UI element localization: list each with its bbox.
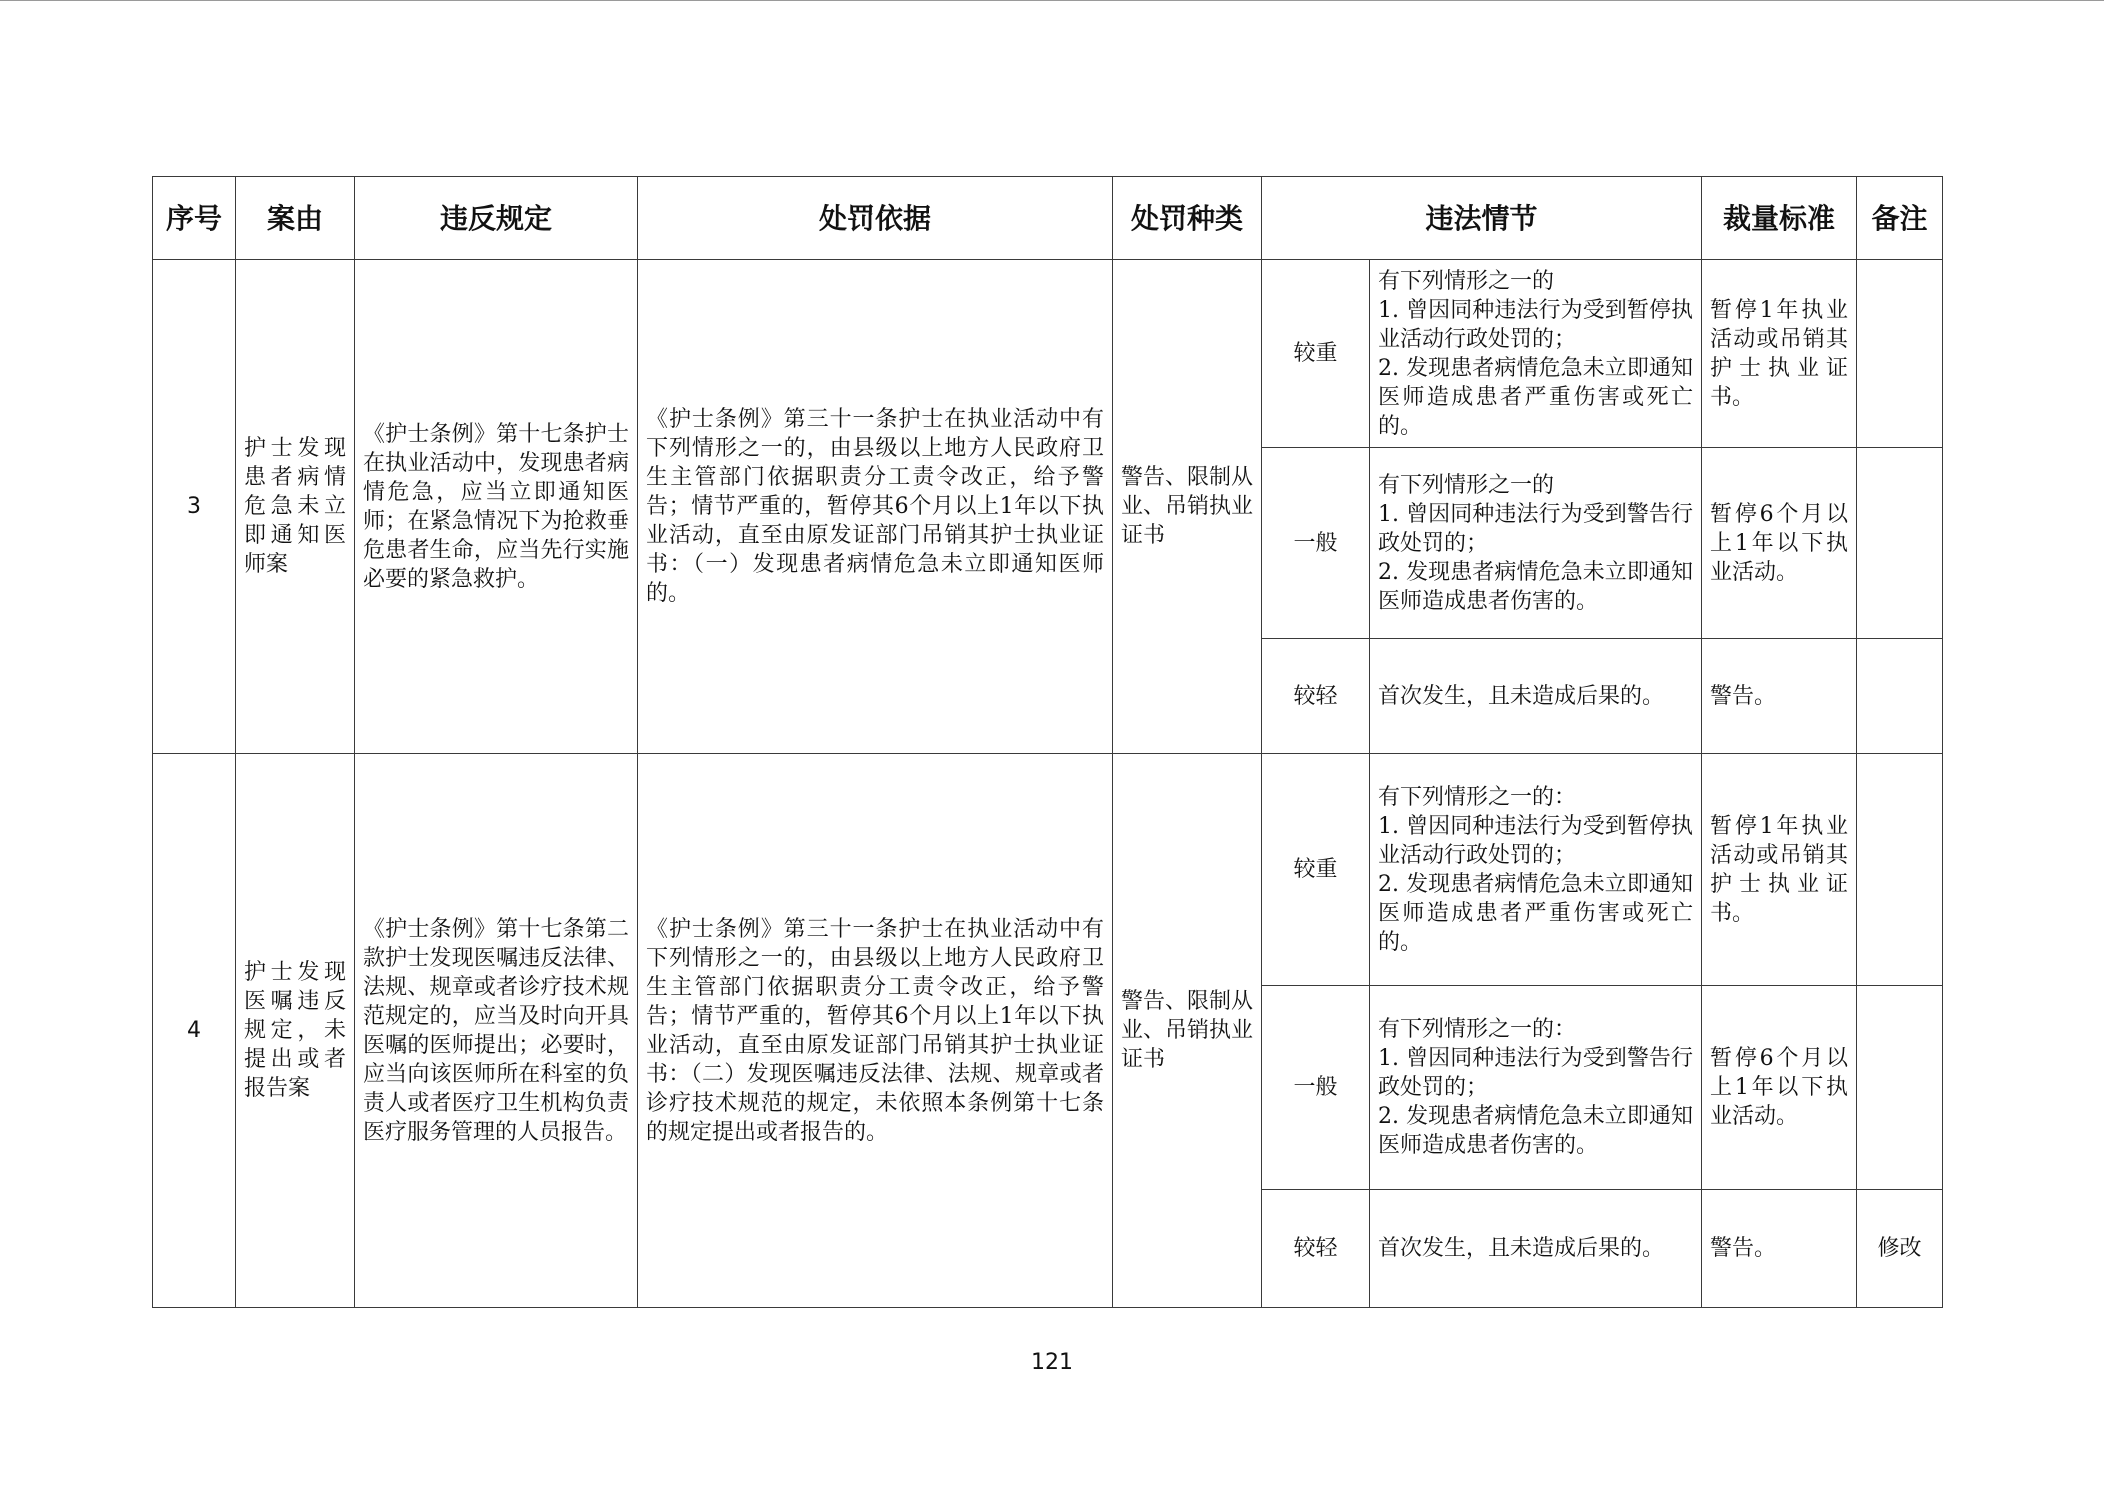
row-penalty-type: 警告、限制从业、吊销执业证书	[1113, 754, 1262, 1308]
level-standard: 暂停6个月以上1年以下执业活动。	[1702, 448, 1857, 639]
header-violation: 违反规定	[355, 177, 638, 260]
header-standard: 裁量标准	[1702, 177, 1857, 260]
level-degree: 较轻	[1262, 639, 1370, 754]
table-row	[153, 754, 1943, 986]
row-case: 护士发现患者病情危急未立即通知医师案	[236, 260, 355, 754]
level-circumstance: 首次发生，且未造成后果的。	[1370, 1190, 1702, 1308]
level-remark: 修改	[1857, 1190, 1943, 1308]
level-remark	[1857, 639, 1943, 754]
header-seq: 序号	[153, 177, 236, 260]
level-standard: 警告。	[1702, 639, 1857, 754]
table-row	[153, 260, 1943, 448]
level-degree: 较重	[1262, 260, 1370, 448]
level-circumstance: 有下列情形之一的： 1. 曾因同种违法行为受到警告行政处罚的； 2. 发现患者病情危急未立即通知医师造成患者伤害的。	[1370, 986, 1702, 1190]
level-circumstance: 有下列情形之一的 1. 曾因同种违法行为受到暂停执业活动行政处罚的； 2. 发现患者病情危急未立即通知医师造成患者严重伤害或死亡的。	[1370, 260, 1702, 448]
level-degree: 较重	[1262, 754, 1370, 986]
header-penalty-type: 处罚种类	[1113, 177, 1262, 260]
level-remark	[1857, 448, 1943, 639]
level-degree: 一般	[1262, 448, 1370, 639]
level-remark	[1857, 986, 1943, 1190]
row-basis: 《护士条例》第三十一条护士在执业活动中有下列情形之一的，由县级以上地方人民政府卫生主管部门依据职责分工责令改正，给予警告；情节严重的，暂停其6个月以上1年以下执业活动，直至由原发证部门吊销其护士执业证书：（一）发现患者病情危急未立即通知医师的。	[638, 260, 1113, 754]
row-penalty-type: 警告、限制从业、吊销执业证书	[1113, 260, 1262, 754]
level-degree: 一般	[1262, 986, 1370, 1190]
header-remark: 备注	[1857, 177, 1943, 260]
level-circumstance: 有下列情形之一的： 1. 曾因同种违法行为受到暂停执业活动行政处罚的； 2. 发现患者病情危急未立即通知医师造成患者严重伤害或死亡的。	[1370, 754, 1702, 986]
top-border-line	[0, 0, 2104, 1]
level-circumstance: 首次发生，且未造成后果的。	[1370, 639, 1702, 754]
row-seq: 4	[153, 754, 236, 1308]
level-standard: 暂停1年执业活动或吊销其护士执业证书。	[1702, 260, 1857, 448]
header-case: 案由	[236, 177, 355, 260]
penalty-discretion-table	[152, 176, 1943, 1308]
level-remark	[1857, 754, 1943, 986]
header-basis: 处罚依据	[638, 177, 1113, 260]
level-degree: 较轻	[1262, 1190, 1370, 1308]
header-circumstance: 违法情节	[1262, 177, 1702, 260]
level-standard: 警告。	[1702, 1190, 1857, 1308]
row-seq: 3	[153, 260, 236, 754]
page-number: 121	[1031, 1350, 1073, 1375]
row-violation: 《护士条例》第十七条第二款护士发现医嘱违反法律、法规、规章或者诊疗技术规范规定的，应当及时向开具医嘱的医师提出；必要时，应当向该医师所在科室的负责人或者医疗卫生机构负责医疗服务管理的人员报告。	[355, 754, 638, 1308]
row-violation: 《护士条例》第十七条护士在执业活动中，发现患者病情危急，应当立即通知医师；在紧急情况下为抢救垂危患者生命，应当先行实施必要的紧急救护。	[355, 260, 638, 754]
level-remark	[1857, 260, 1943, 448]
level-standard: 暂停1年执业活动或吊销其护士执业证书。	[1702, 754, 1857, 986]
row-basis: 《护士条例》第三十一条护士在执业活动中有下列情形之一的，由县级以上地方人民政府卫生主管部门依据职责分工责令改正，给予警告；情节严重的，暂停其6个月以上1年以下执业活动，直至由原发证部门吊销其护士执业证书：（二）发现医嘱违反法律、法规、规章或者诊疗技术规范的规定，未依照本条例第十七条的规定提出或者报告的。	[638, 754, 1113, 1308]
level-standard: 暂停6个月以上1年以下执业活动。	[1702, 986, 1857, 1190]
table-header-row	[153, 177, 1943, 260]
row-case: 护士发现医嘱违反规定，未提出或者报告案	[236, 754, 355, 1308]
level-circumstance: 有下列情形之一的 1. 曾因同种违法行为受到警告行政处罚的； 2. 发现患者病情危急未立即通知医师造成患者伤害的。	[1370, 448, 1702, 639]
